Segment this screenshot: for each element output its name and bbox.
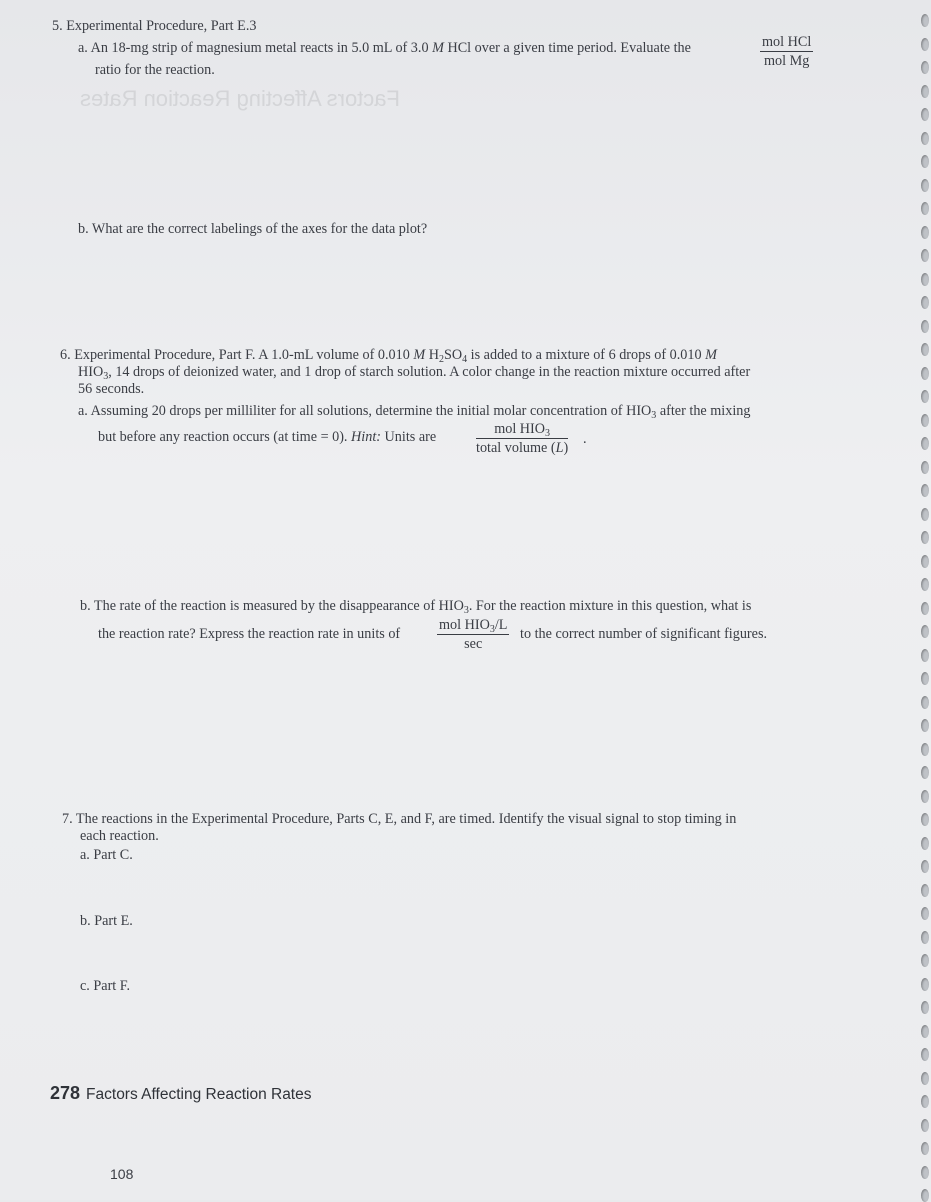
fraction-denominator: total volume (L) xyxy=(476,440,569,456)
binding-hole xyxy=(921,296,929,309)
q6-line1: 6. Experimental Procedure, Part F. A 1.0-mL volume of 0.010 M $H_2SO_4$ is added to a mixture of 6 drops of 0.010 M xyxy=(60,347,717,365)
q6b-line2-end: to the correct number of significant figures. xyxy=(520,626,768,642)
binding-hole xyxy=(921,813,929,826)
binding-hole xyxy=(921,484,929,497)
binding-hole xyxy=(921,1048,929,1061)
q7b: b. Part E. xyxy=(80,913,133,929)
binding-hole xyxy=(921,719,929,732)
binding-hole xyxy=(921,14,929,27)
fraction-denominator: sec xyxy=(464,636,483,652)
q7a: a. Part C. xyxy=(80,847,133,863)
fraction-denominator: mol Mg xyxy=(763,53,810,69)
q5a-line2: ratio for the reaction. xyxy=(95,62,215,78)
q7c: c. Part F. xyxy=(80,978,131,994)
binding-hole xyxy=(921,1001,929,1014)
footer-chapter-title: Factors Affecting Reaction Rates xyxy=(86,1086,312,1103)
binding-hole xyxy=(921,672,929,685)
binding-hole xyxy=(921,1072,929,1085)
binding-hole xyxy=(921,1119,929,1132)
q5-heading: 5. Experimental Procedure, Part E.3 xyxy=(52,18,257,34)
binding-hole xyxy=(921,978,929,991)
fraction-numerator: mol HCl xyxy=(762,34,812,50)
binding-hole xyxy=(921,179,929,192)
binding-hole xyxy=(921,343,929,356)
binding-hole xyxy=(921,531,929,544)
binding-hole xyxy=(921,390,929,403)
q5b: b. What are the correct labelings of the axes for the data plot? xyxy=(78,221,428,237)
binding-holes xyxy=(917,0,931,1200)
binding-hole xyxy=(921,1142,929,1155)
binding-hole xyxy=(921,931,929,944)
binding-hole xyxy=(921,367,929,380)
fraction-numerator: mol $HIO_3/L$ xyxy=(439,617,508,635)
footer-page-number: 278 xyxy=(50,1083,81,1103)
binding-hole xyxy=(921,1095,929,1108)
binding-hole xyxy=(921,743,929,756)
q7-line1: 7. The reactions in the Experimental Procedure, Parts C, E, and F, are timed. Identify the visual signal to stop timing in xyxy=(62,811,737,827)
binding-hole xyxy=(921,508,929,521)
fraction-numerator: mol $HIO_3$ xyxy=(476,421,568,439)
binding-hole xyxy=(921,954,929,967)
q7-line2: each reaction. xyxy=(80,828,159,844)
binding-hole xyxy=(921,696,929,709)
binding-hole xyxy=(921,85,929,98)
binding-hole xyxy=(921,132,929,145)
binding-hole xyxy=(921,461,929,474)
q6-line2: $HIO_3$, 14 drops of deionized water, and 1 drop of starch solution. A color change in the reaction mixture occurred after xyxy=(78,364,751,382)
binding-hole xyxy=(921,766,929,779)
binding-hole xyxy=(921,1166,929,1179)
binding-hole xyxy=(921,790,929,803)
binding-hole xyxy=(921,555,929,568)
q5a-ratio-fraction xyxy=(760,34,813,69)
q6-line3: 56 seconds. xyxy=(78,381,145,397)
page-footer xyxy=(50,1083,312,1104)
binding-hole xyxy=(921,884,929,897)
q6a-line1: a. Assuming 20 drops per milliliter for all solutions, determine the initial molar concentration of $HIO_3$ after the mixing xyxy=(78,403,751,421)
q6a-units-fraction xyxy=(476,421,568,456)
binding-hole xyxy=(921,273,929,286)
q6b-line1: b. The rate of the reaction is measured by the disappearance of $HIO_3$. For the reaction mixture in this question, what is xyxy=(80,598,752,616)
binding-hole xyxy=(921,837,929,850)
binding-hole xyxy=(921,907,929,920)
binding-hole xyxy=(921,649,929,662)
binding-hole xyxy=(921,226,929,239)
q6a-line2: but before any reaction occurs (at time = 0). Hint: Units are xyxy=(98,429,437,445)
binding-hole xyxy=(921,1025,929,1038)
binding-hole xyxy=(921,602,929,615)
q6b-rate-units-fraction xyxy=(437,617,509,652)
binding-hole xyxy=(921,155,929,168)
binding-hole xyxy=(921,38,929,51)
binding-hole xyxy=(921,1189,929,1202)
binding-hole xyxy=(921,249,929,262)
handwritten-page-number: 108 xyxy=(110,1166,134,1182)
binding-hole xyxy=(921,578,929,591)
q5a-line1: a. An 18-mg strip of magnesium metal reacts in 5.0 mL of 3.0 M HCl over a given time period. Evaluate the xyxy=(78,40,691,56)
binding-hole xyxy=(921,202,929,215)
binding-hole xyxy=(921,108,929,121)
binding-hole xyxy=(921,320,929,333)
q6b-line2-start: the reaction rate? Express the reaction rate in units of xyxy=(98,626,401,642)
binding-hole xyxy=(921,625,929,638)
binding-hole xyxy=(921,414,929,427)
bleed-through-text: Factors Affecting Reaction Rates xyxy=(80,86,400,111)
q6a-period: . xyxy=(583,431,587,447)
binding-hole xyxy=(921,437,929,450)
binding-hole xyxy=(921,61,929,74)
binding-hole xyxy=(921,860,929,873)
